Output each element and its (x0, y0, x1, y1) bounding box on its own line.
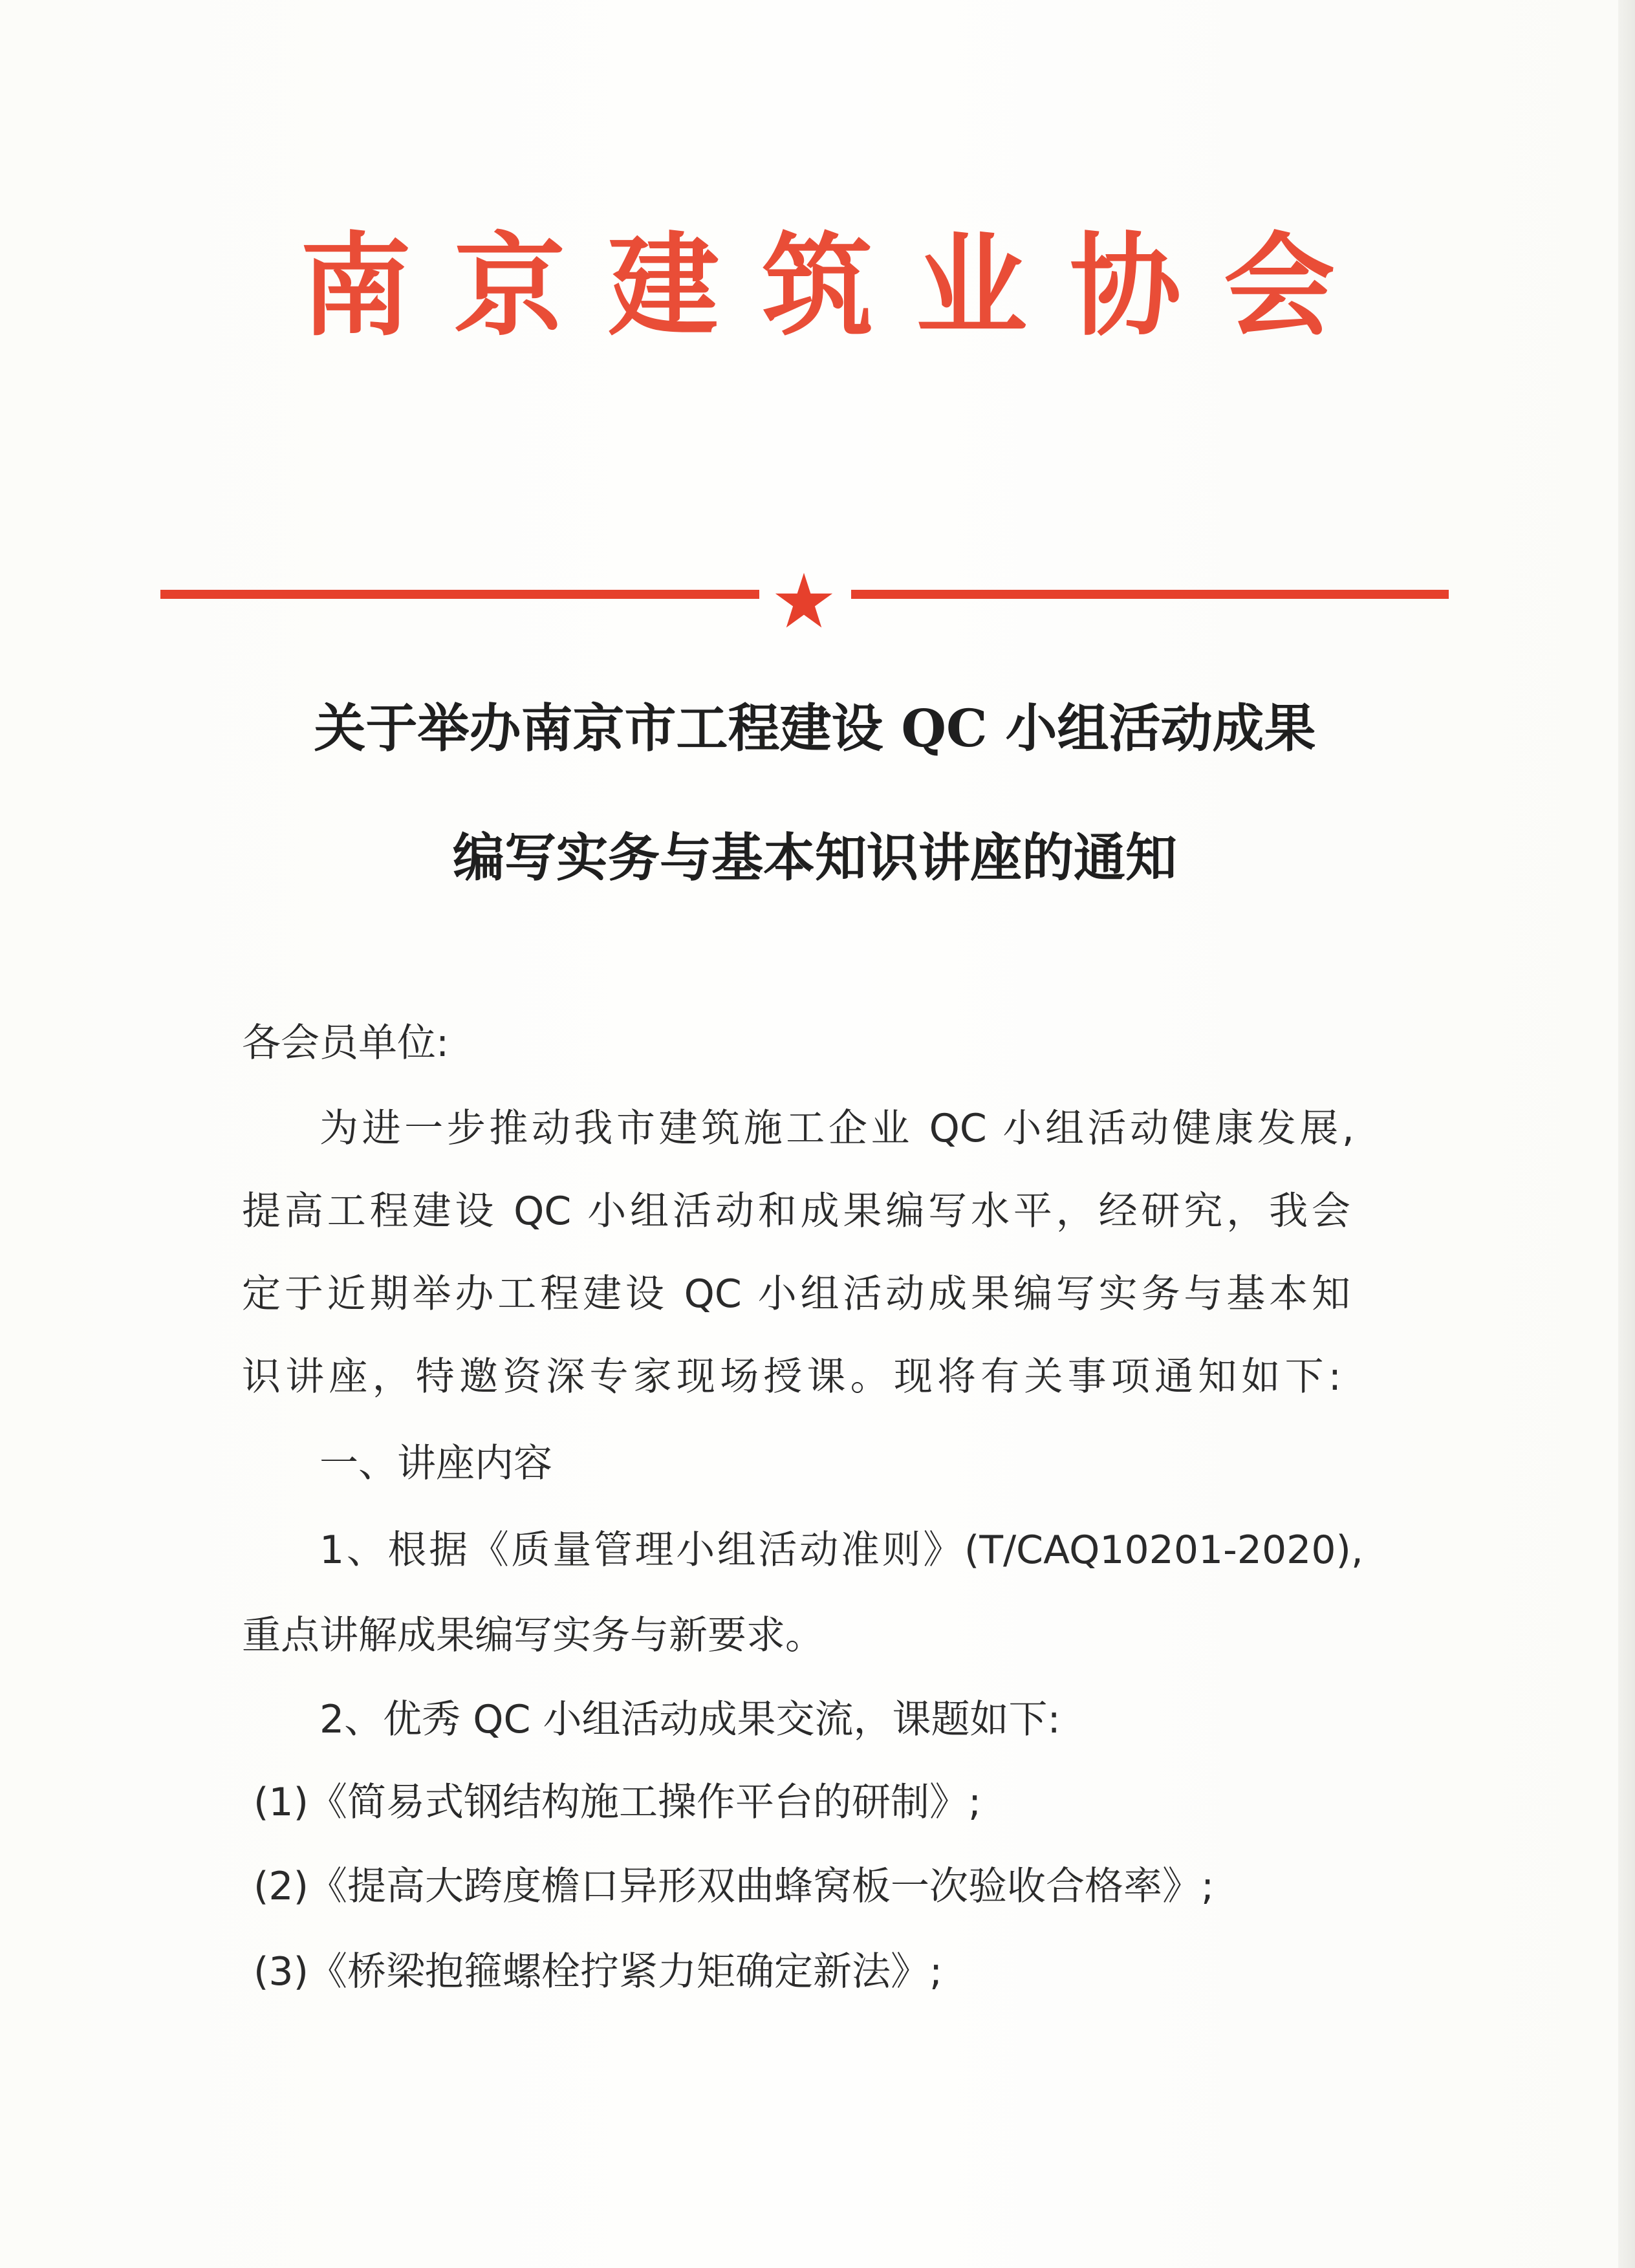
list-item-continuation: 重点讲解成果编写实务与新要求。 (242, 1613, 824, 1658)
salutation: 各会员单位: (242, 1021, 449, 1066)
letterhead-divider-left (160, 590, 759, 599)
letterhead-char: 协 (1070, 220, 1181, 351)
letterhead-char: 筑 (762, 220, 873, 351)
notice-title-line-2: 编写实务与基本知识讲座的通知 (453, 827, 1177, 888)
letterhead-char: 建 (608, 220, 719, 351)
topic-item: (1)《简易式钢结构施工操作平台的研制》; (254, 1780, 982, 1825)
paragraph-line: 识讲座，特邀资深专家现场授课。现将有关事项通知如下: (242, 1354, 1341, 1399)
scan-edge (1618, 0, 1635, 2268)
list-item: 2、优秀 QC 小组活动成果交流，课题如下: (319, 1697, 1061, 1742)
letterhead-char: 南 (300, 220, 411, 351)
section-heading: 一、讲座内容 (319, 1441, 552, 1486)
topic-item: (2)《提高大跨度檐口异形双曲蜂窝板一次验收合格率》; (254, 1864, 1215, 1909)
topic-item: (3)《桥梁抱箍螺栓拧紧力矩确定新法》; (254, 1949, 943, 1994)
paragraph-line: 为进一步推动我市建筑施工企业 QC 小组活动健康发展, (319, 1106, 1354, 1151)
red-star-icon (774, 570, 834, 631)
paragraph-line: 定于近期举办工程建设 QC 小组活动成果编写实务与基本知 (242, 1271, 1350, 1317)
list-item: 1、根据《质量管理小组活动准则》(T/CAQ10201-2020), (319, 1528, 1363, 1573)
paragraph-line: 提高工程建设 QC 小组活动和成果编写水平，经研究，我会 (242, 1189, 1350, 1234)
letterhead-divider-right (851, 590, 1449, 599)
letterhead-char: 业 (916, 220, 1027, 351)
letterhead-char: 会 (1224, 220, 1335, 351)
notice-title-line-1: 关于举办南京市工程建设 QC 小组活动成果 (314, 698, 1316, 759)
letterhead-org-name (300, 221, 1335, 351)
letterhead-char: 京 (454, 220, 565, 351)
